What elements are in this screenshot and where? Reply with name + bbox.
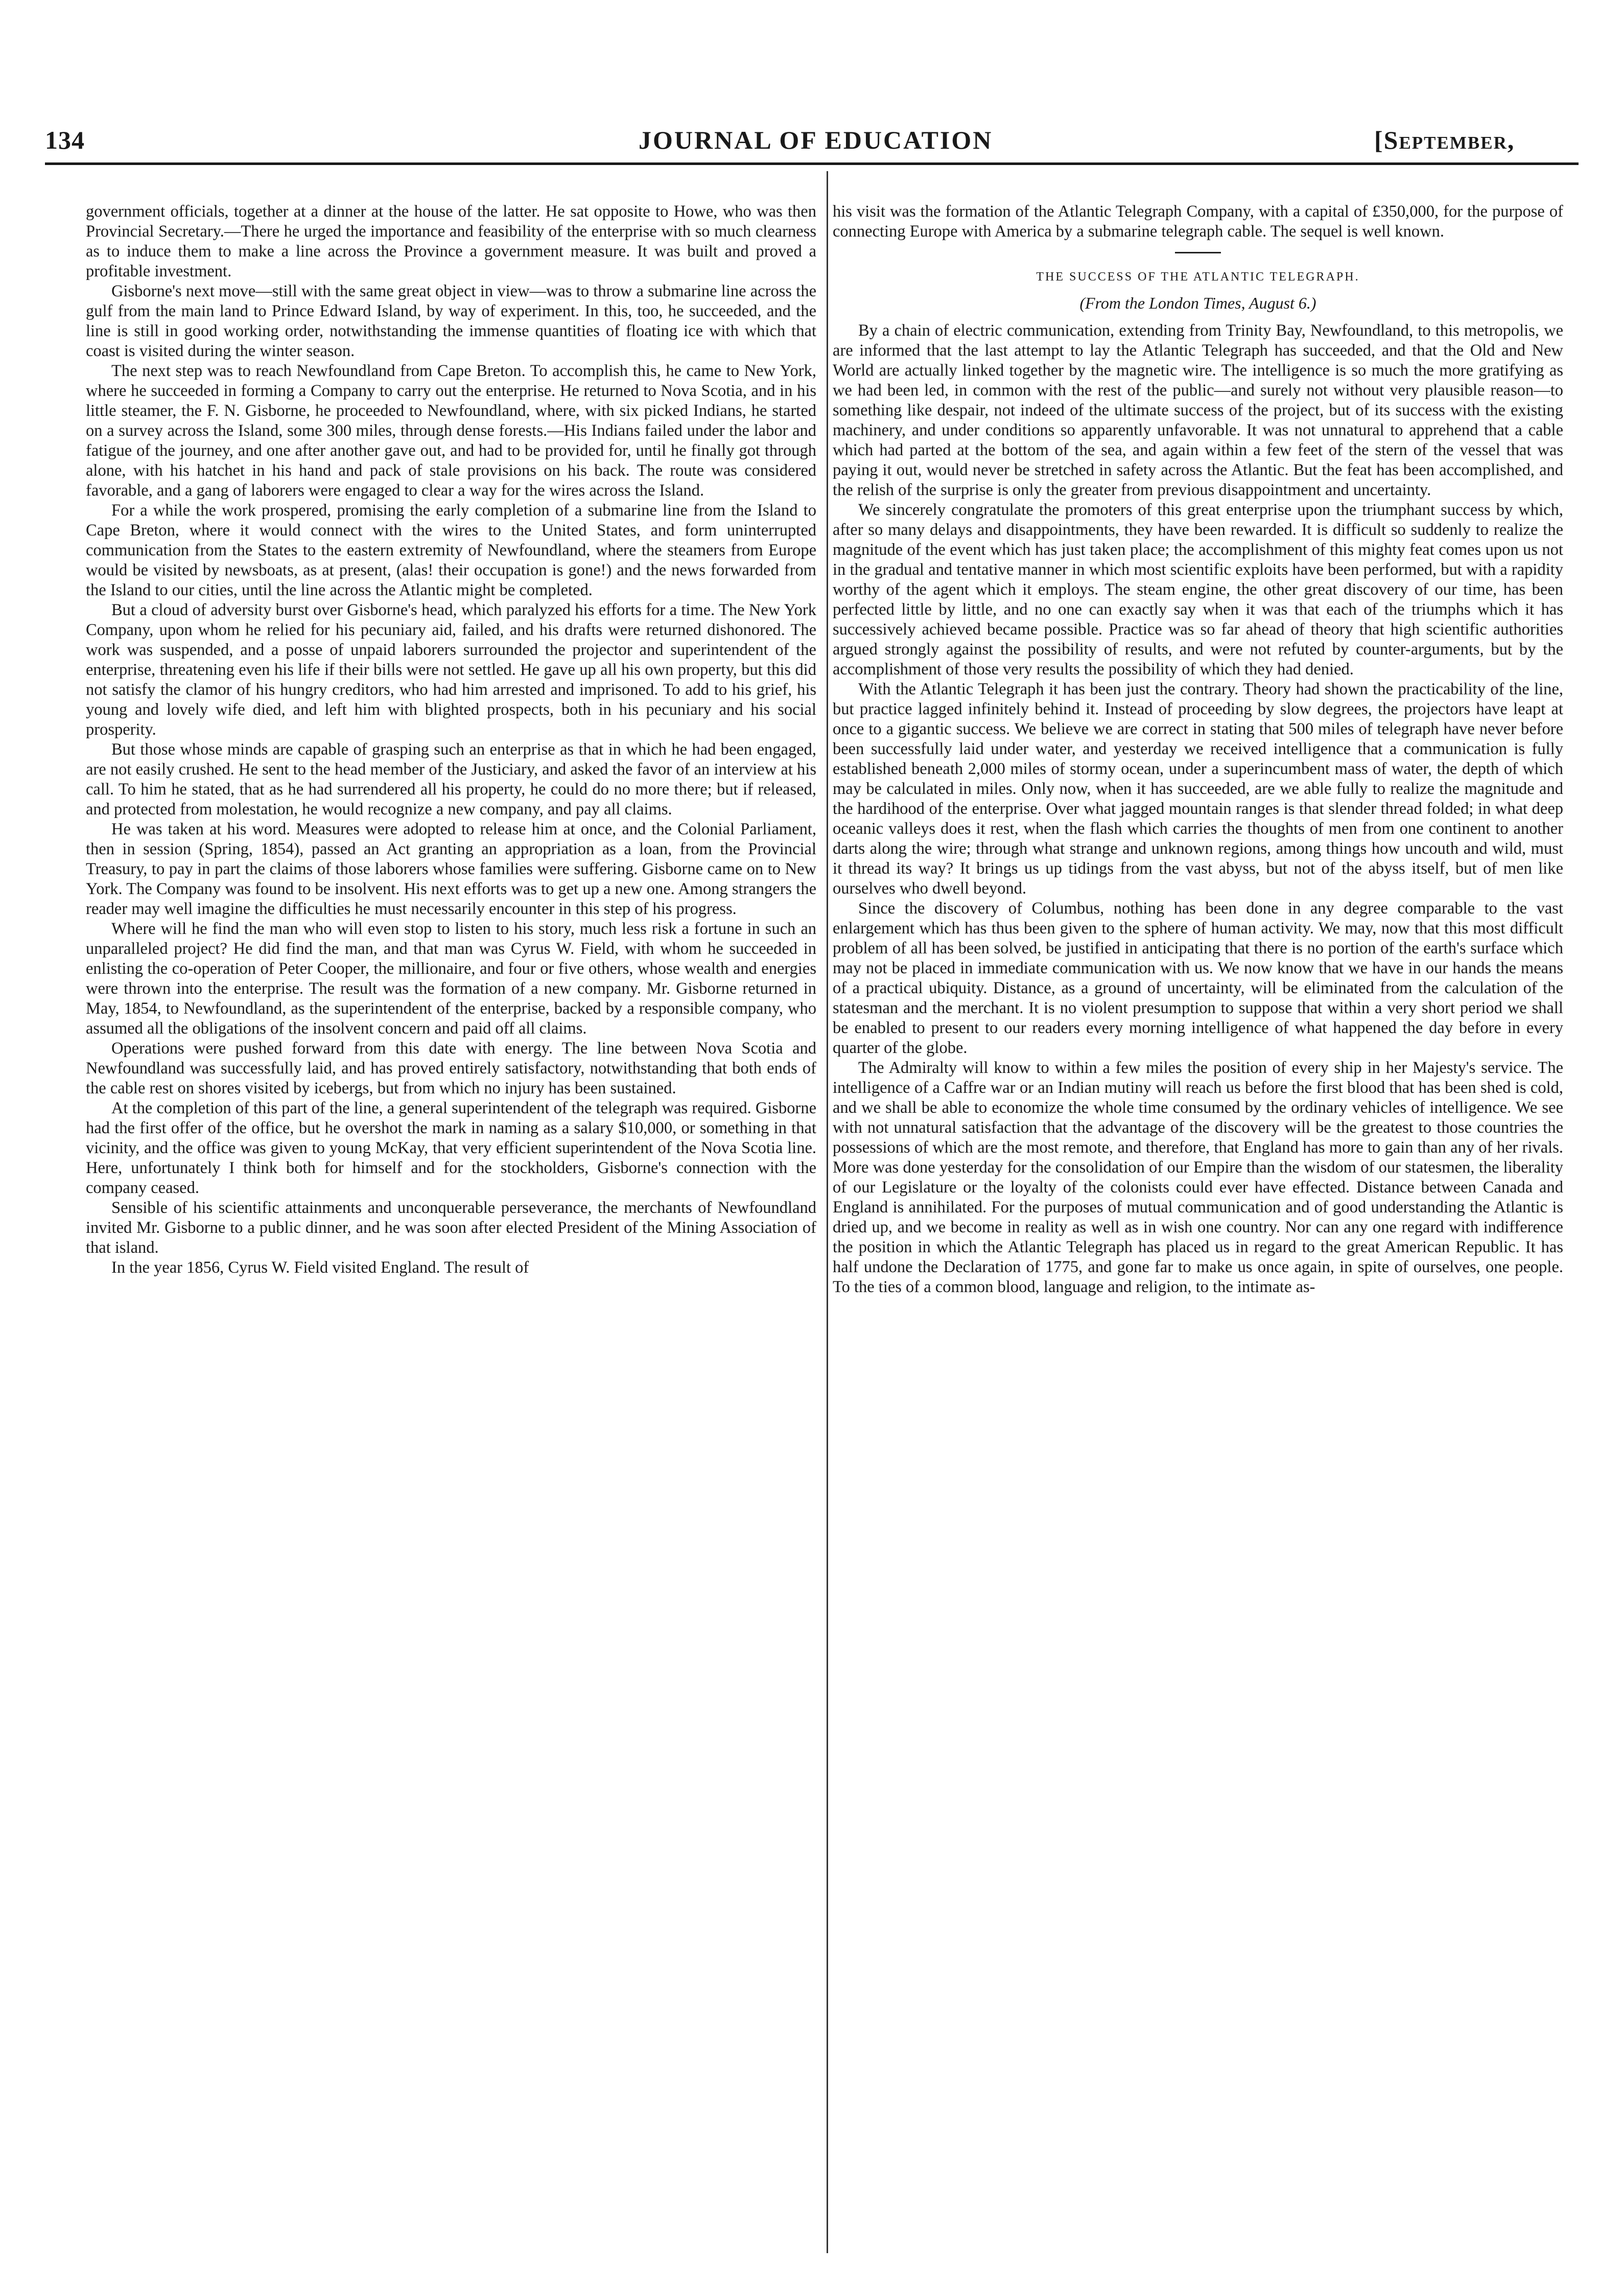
paragraph: At the completion of this part of the line, a general superintendent of the telegraph was required. Gisborne had the first offer of the office, but he overshot the mark in naming as a salary $10,000, or something in that vicinity, and the office was given to young McKay, that very efficient superintendent of the Nova Scotia line. Here, unfortunately I think both for himself and for the stockholders, Gisborne's connection with the company ceased. [86,1099,816,1197]
running-month: [September, [1374,126,1515,154]
section-heading: THE SUCCESS OF THE ATLANTIC TELEGRAPH. [1036,270,1360,284]
paragraph: Since the discovery of Columbus, nothing has been done in any degree comparable to the vast enlargement which has thus been given to the sphere of human activity. We may, now that this most difficult problem of all has been solved, be justified in anticipating that there is no portion of the earth's surface which may not be placed in immediate communication with us. We now know that we have in our hands the means of a practical ubiquity. Distance, as a ground of uncertainty, will be eliminated from the calculation of the statesman and the merchant. It is no violent presumption to suppose that within a very short period we shall be enabled to present to our readers every morning intelligence of what happened the day before in every quarter of the globe. [833,899,1563,1057]
paragraph: In the year 1856, Cyrus W. Field visited England. The result of [111,1258,529,1277]
paragraph: But those whose minds are capable of grasping such an enterprise as that in which he had been engaged, are not easily crushed. He sent to the head member of the Justiciary, and asked the favor of an interview at his call. To him he stated, that as he had surrendered all his property, he could do no more there; but if released, and protected from molestation, he would recognize a new company, and pay all claims. [86,740,816,818]
paragraph: The next step was to reach Newfoundland from Cape Breton. To accomplish this, he came to New York, where he succeeded in forming a Company to carry out the enterprise. He returned to Nova Scotia, and in his little steamer, the F. N. Gisborne, he proceeded to Newfoundland, where, with six picked Indians, he started on a survey across the Island, some 300 miles, through dense forests.—His Indians failed under the labor and fatigue of the journey, and one after another gave out, and had to be provided for, until he finally got through alone, with his hatchet in his hand and pack of stale provisions on his back. The route was considered favorable, and a gang of laborers were engaged to clear a way for the wires across the Island. [86,362,816,500]
source-line: (From the London Times, August 6.) [1079,294,1316,312]
left-column [86,202,816,2281]
paragraph: Where will he find the man who will even stop to listen to his story, much less risk a fortune in such an unparalleled project? He did find the man, and that man was Cyrus W. Field, with whom he succeeded in enlisting the co-operation of Peter Cooper, the millionaire, and four or five others, whose wealth and energies were thrown into the enterprise. The result was the formation of a new company. Mr. Gisborne returned in May, 1854, to Newfoundland, as the superintendent of the enterprise, backed by a responsible company, who assumed all the obligations of the insolvent concern and paid off all claims. [86,920,816,1038]
paragraph: government officials, together at a dinner at the house of the latter. He sat opposite to Howe, who was then Provincial Secretary.—There he urged the importance and feasibility of the enterprise with so much clearness as to induce them to make a line across the Province a government measure. It was built and proved a profitable investment. [86,202,816,280]
section-rule [1175,252,1221,253]
paragraph: Gisborne's next move—still with the same great object in view—was to throw a submarine line across the gulf from the main land to Prince Edward Island, by way of experiment. In this, too, he succeeded, and the line is still in good working order, notwithstanding the immense quantities of floating ice with which that coast is visited during the winter season. [86,282,816,360]
paragraph: Sensible of his scientific attainments and unconquerable perseverance, the merchants of Newfoundland invited Mr. Gisborne to a public dinner, and he was soon after elected President of the Mining Association of that island. [86,1199,816,1257]
paragraph: For a while the work prospered, promising the early completion of a submarine line from the Island to Cape Breton, where it would connect with the wires to the United States, and form uninterrupted communication from the States to the eastern extremity of Newfoundland, where the steamers from Europe would be visited by newsboats, as at present, (alas! their occupation is gone!) and the news forwarded from the Island to our cities, until the line across the Atlantic might be completed. [86,501,816,599]
paragraph: Operations were pushed forward from this date with energy. The line between Nova Scotia and Newfoundland was successfully laid, and has proved entirely satisfactory, notwithstanding that both ends of the cable rest on shores visited by icebergs, but from which no injury has been sustained. [86,1039,816,1097]
paragraph: But a cloud of adversity burst over Gisborne's head, which paralyzed his efforts for a time. The New York Company, upon whom he relied for his pecuniary aid, failed, and his drafts were returned dishonored. The work was suspended, and a posse of unpaid laborers surrounded the projector and superintendent of the enterprise, threatening even his life if their bills were not settled. He gave up all his own property, but this did not satisfy the clamor of his hungry creditors, who had him arrested and imprisoned. To add to his grief, his young and lovely wife died, and left him with blighted prospects, both in his pecuniary and his social prosperity. [86,601,816,739]
paragraph: We sincerely congratulate the promoters of this great enterprise upon the triumphant success by which, after so many delays and disappointments, they have been rewarded. It is difficult so suddenly to realize the magnitude of the event which has just taken place; the accomplishment of this mighty feat comes upon us not in the gradual and tentative manner in which most scientific exploits have been performed, but with a rapidity worthy of the agent which it employs. The steam engine, the other great discovery of our time, has been perfected little by little, and no one can exactly say when it was that each of the triumphs which it has successively achieved became possible. Practice was so far ahead of theory that high scientific authorities argued strongly against the possibility of results, and were not refuted by counter-arguments, but by the accomplishment of those very results the possibility of which they had denied. [833,501,1563,678]
paragraph: The Admiralty will know to within a few miles the position of every ship in her Majesty's service. The intelligence of a Caffre war or an Indian mutiny will reach us before the first blood that has been shed is cold, and we shall be able to economize the whole time consumed by the ordinary vehicles of intelligence. We see with not unnatural satisfaction that the advantage of the discovery will be the greatest to those countries the possessions of which are the most remote, and therefore, that England has more to gain than any of her rivals. More was done yesterday for the consolidation of our Empire than the wisdom of our statesmen, the liberality of our Legislature or the loyalty of the colonists could ever have effected. Distance between Canada and England is annihilated. For the purposes of mutual communication and of good understanding the Atlantic is dried up, and we become in reality as well as in wish one country. Nor can any one regard with indifference the position in which the Atlantic Telegraph has placed us in regard to the great American Republic. It has half undone the Declaration of 1775, and gone far to make us once again, in spite of ourselves, one people. To the ties of a common blood, language and religion, to the intimate as- [833,1059,1563,1296]
header-rule [45,162,1579,165]
paragraph: He was taken at his word. Measures were adopted to release him at once, and the Colonial Parliament, then in session (Spring, 1854), passed an Act granting an appropriation as a loan, from the Provincial Treasury, to pay in part the claims of those laborers whose families were suffering. Gisborne came on to New York. The Company was found to be insolvent. His next efforts was to get up a new one. Among strangers the reader may well imagine the difficulties he must necessarily encounter in this step of his progress. [86,820,816,918]
paragraph: By a chain of electric communication, extending from Trinity Bay, Newfoundland, to this metropolis, we are informed that the last attempt to lay the Atlantic Telegraph has succeeded, and that the Old and New World are actually linked together by the magnetic wire. The intelligence is so much the more gratifying as we had been led, in common with the rest of the public—and surely not without very plausible reason—to something like despair, not indeed of the ultimate success of the project, but of its success with the existing machinery, and under conditions so apparently unfavorable. It was not unnatural to apprehend that a cable which had parted at the bottom of the sea, and again within a few feet of the stern of the vessel that was paying it out, would never be stretched in safety across the Atlantic. But the feat has been accomplished, and the relish of the surprise is only the greater from previous disappointment and uncertainty. [833,321,1563,499]
page-number: 134 [45,126,85,154]
paragraph: With the Atlantic Telegraph it has been just the contrary. Theory had shown the practicability of the line, but practice lagged infinitely behind it. Instead of proceeding by slow degrees, the projectors have leapt at once to a gigantic success. We believe we are correct in stating that 500 miles of telegraph have never before been successfully laid under water, and yesterday we received intelligence that a communication is fully established beneath 2,000 miles of stormy ocean, under a superincumbent mass of water, the depth of which may be calculated in miles. Only now, when it has succeeded, are we able fully to realize the magnitude and the hardihood of the enterprise. Over what jagged mountain ranges is that slender thread folded; in what deep oceanic valleys does it rest, when the flash which carries the thoughts of men from one continent to another darts along the wire; through what strange and unknown regions, among things how uncouth and wild, must it thread its way? It brings us up tidings from the vast abyss, but not of the abyss itself, but of men like ourselves who dwell beyond. [833,680,1563,898]
right-column [833,202,1563,2281]
continuation-paragraph: his visit was the formation of the Atlantic Telegraph Company, with a capital of £350,000, for the purpose of connecting Europe with America by a submarine telegraph cable. The sequel is well known. [833,202,1563,241]
column-divider [827,171,828,2253]
journal-title: JOURNAL OF EDUCATION [639,126,993,154]
running-head [0,125,1624,166]
